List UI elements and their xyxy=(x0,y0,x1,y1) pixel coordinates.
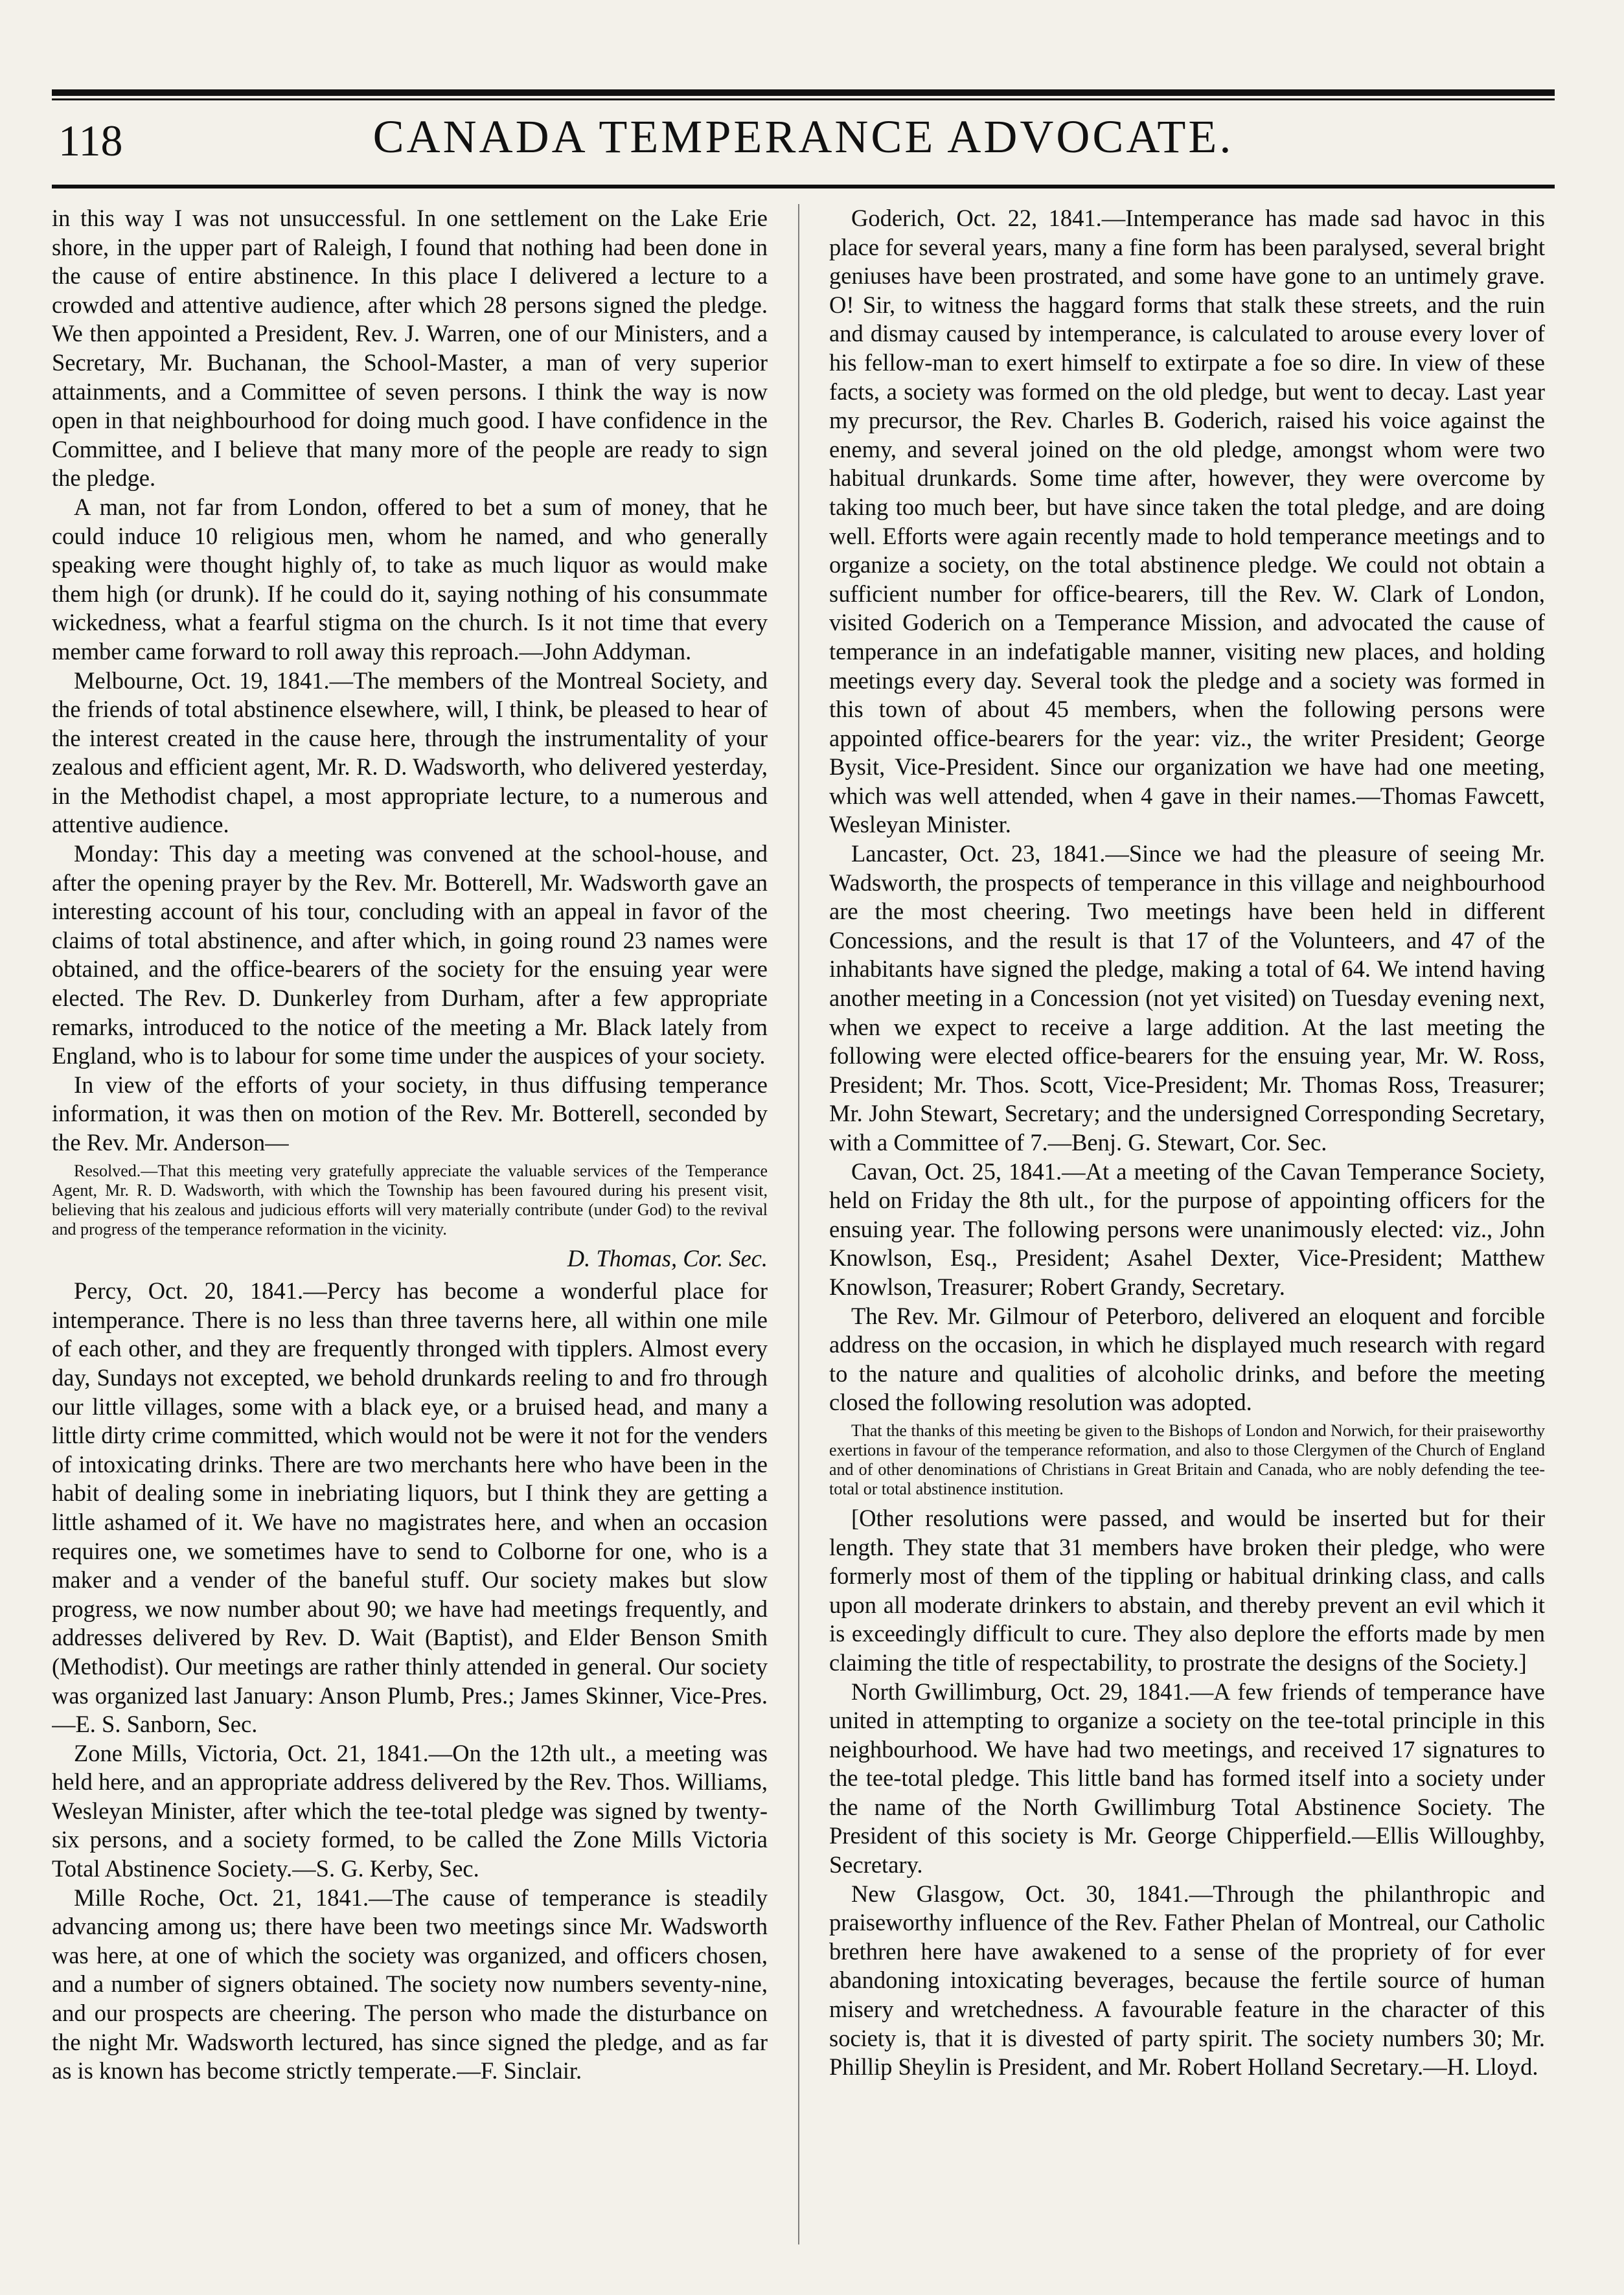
article-melbourne-motion: In view of the efforts of your society, in thus diffusing temperance information, it was then on motion of the Rev. Mr. Botterell, seconded by the Rev. Mr. Anderson— xyxy=(52,1071,768,1156)
right-column xyxy=(829,204,1545,2244)
article-cavan-other: [Other resolutions were passed, and would be inserted but for their length. They state that 31 members have broken their pledge, who were formerly most of them of the tippling or habitual drinking class, and calls upon all moderate drinkers to abstain, and thereby prevent an evil which it is exceedingly difficult to cure. They also deplore the efforts made by men claiming the title of respectability, to prostrate the designs of the Society.] xyxy=(829,1504,1545,1676)
article-new-glasgow: New Glasgow, Oct. 30, 1841.—Through the philanthropic and praiseworthy influence of the Rev. Father Phelan of Montreal, our Catholic brethren here have awakened to a sense of the propriety of for ever abandoning intoxicating beverages, because the fertile source of human misery and wretchedness. A favourable feature in the character of this society is, that it is divested of party spirit. The society numbers 30; Mr. Phillip Sheylin is President, and Mr. Robert Holland Secretary.—H. Lloyd. xyxy=(829,1880,1545,2081)
left-column xyxy=(52,204,768,2244)
page-header xyxy=(52,110,1555,181)
article-north-gwillimburg: North Gwillimburg, Oct. 29, 1841.—A few friends of temperance have united in attempting to organize a society on the tee-total principle in this neighbourhood. We have had two meetings, and received 17 signatures to the tee-total pledge. This little band has formed itself into a society under the name of the North Gwillimburg Total Abstinence Society. The President of this society is Mr. George Chipperfield.—Ellis Willoughby, Secretary. xyxy=(829,1678,1545,1878)
article-goderich: Goderich, Oct. 22, 1841.—Intemperance has made sad havoc in this place for several years, many a fine form has been paralysed, several bright geniuses have been prostrated, and some have gone to an untimely grave. O! Sir, to witness the haggard forms that stalk these streets, and the ruin and dismay caused by intemperance, is calculated to arouse every lover of his fellow-man to exert himself to extirpate a foe so dire. In view of these facts, a society was formed on the old pledge, but went to decay. Last year my precursor, the Rev. Charles B. Goderich, raised his voice against the enemy, and several joined on the old pledge, amongst whom were two habitual drunkards. Some time after, however, they were overcome by taking too much beer, but have since taken the total pledge, and are doing well. Efforts were again recently made to hold temperance meetings and to organize a society, on the total abstinence pledge. We could not obtain a sufficient number for office-bearers, till the Rev. W. Clark of London, visited Goderich on a Temperance Mission, and advocated the cause of temperance in an indefatigable manner, visiting new places, and holding meetings every day. Several took the pledge and a society was formed in this town of about 45 members, when the following persons were appointed office-bearers for the year: viz., the writer President; George Bysit, Vice-President. Since our organization we have had one meeting, which was well attended, when 4 gave in their names.—Thomas Fawcett, Wesleyan Minister. xyxy=(829,205,1545,838)
article-melbourne: Melbourne, Oct. 19, 1841.—The members of the Montreal Society, and the friends of total abstinence elsewhere, will, I think, be pleased to hear of the interest created in the cause here, through the instrumentality of your zealous and efficient agent, Mr. R. D. Wadsworth, who delivered yesterday, in the Methodist chapel, a most appropriate lecture, to a numerous and attentive audience. xyxy=(52,667,768,838)
column-divider xyxy=(798,204,799,2244)
resolution-melbourne: Resolved.—That this meeting very gratefully appreciate the valuable services of the Temperance Agent, Mr. R. D. Wadsworth, with which the Township has been favoured during his present visit, believing that his zealous and judicious efforts will very materially contribute (under God) to the revival and progress of the temperance reformation in the vicinity. xyxy=(52,1161,768,1239)
newspaper-page xyxy=(52,45,1555,2261)
article-percy: Percy, Oct. 20, 1841.—Percy has become a wonderful place for intemperance. There is no less than three taverns here, all within one mile of each other, and they are frequently thronged with tipplers. Almost every day, Sundays not excepted, we behold drunkards reeling to and fro through our little villages, some with a black eye, or a bruised head, and many a little dirty crime committed, which would not be were it not for the venders of intoxicating drinks. There are two merchants here who have been in the habit of dealing some in inebriating liquors, but I think they are getting a little ashamed of it. We have no magistrates here, and when an occasion requires one, we sometimes have to send to Colborne for one, who is a maker and a vender of the baneful stuff. Our society makes but slow progress, we now number about 90; we have had meetings frequently, and addresses delivered by Rev. D. Wait (Baptist), and Elder Benson Smith (Methodist). Our meetings are rather thinly attended in general. Our society was organized last January: Anson Plumb, Pres.; James Skinner, Vice-Pres.—E. S. Sanborn, Sec. xyxy=(52,1277,768,1738)
article-melbourne-monday: Monday: This day a meeting was convened at the school-house, and after the opening prayer by the Rev. Mr. Botterell, Mr. Wadsworth gave an interesting account of his tour, concluding with an appeal in favor of the claims of total abstinence, and after which, in going round 23 names were obtained, and the office-bearers of the society for the ensuing year were elected. The Rev. D. Dunkerley from Durham, after a few appropriate remarks, introduced to the notice of the meeting a Mr. Black lately from England, who is to labour for some time under the auspices of your society. xyxy=(52,840,768,1069)
article-zone-mills: Zone Mills, Victoria, Oct. 21, 1841.—On the 12th ult., a meeting was held here, and an appropriate address delivered by the Rev. Thos. Williams, Wesleyan Minister, after which the tee-total pledge was signed by twenty-six persons, and a society formed, to be called the Zone Mills Victoria Total Abstinence Society.—S. G. Kerby, Sec. xyxy=(52,1739,768,1882)
page-number: 118 xyxy=(58,116,123,165)
resolution-cavan: That the thanks of this meeting be given to the Bishops of London and Norwich, for their praiseworthy exertions in favour of the temperance reformation, and also to those Clergymen of the Church of England and of other denominations of Christians in Great Britain and Canada, who are nobly defending the tee-total or total abstinence institution. xyxy=(829,1421,1545,1498)
signature-thomas: D. Thomas, Cor. Sec. xyxy=(567,1244,768,1272)
article-lancaster: Lancaster, Oct. 23, 1841.—Since we had the pleasure of seeing Mr. Wadsworth, the prospects of temperance in this village and neighbourhood are the most cheering. Two meetings have been held in different Concessions, and the result is that 17 of the Volunteers, and 47 of the inhabitants have signed the pledge, making a total of 64. We intend having another meeting in a Concession (not yet visited) on Tuesday evening next, when we expect to receive a large addition. At the last meeting the following were elected office-bearers for the ensuing year, Mr. W. Ross, President; Mr. Thos. Scott, Vice-President; Mr. Thomas Ross, Treasurer; Mr. John Stewart, Secretary; and the undersigned Corresponding Secretary, with a Committee of 7.—Benj. G. Stewart, Cor. Sec. xyxy=(829,840,1545,1156)
top-rule-thin xyxy=(52,98,1555,100)
header-rule xyxy=(52,185,1555,188)
article-mille-roche: Mille Roche, Oct. 21, 1841.—The cause of temperance is steadily advancing among us; there have been two meetings since Mr. Wadsworth was here, at one of which the society was organized, and officers chosen, and a number of signers obtained. The society now numbers seventy-nine, and our prospects are cheering. The person who made the disturbance on the night Mr. Wadsworth lectured, has since signed the pledge, and as far as is known has become strictly temperate.—F. Sinclair. xyxy=(52,1884,768,2084)
article-london-bet: A man, not far from London, offered to bet a sum of money, that he could induce 10 religious men, whom he named, and who generally speaking were thought highly of, to take as much liquor as would make them high (or drunk). If he could do it, saying nothing of his consummate wickedness, what a fearful stigma on the church. Is it not time that every member came forward to roll away this reproach.—John Addyman. xyxy=(52,493,768,665)
article-cavan-address: The Rev. Mr. Gilmour of Peterboro, delivered an eloquent and forcible address on the occasion, in which he displayed much research with regard to the nature and qualities of alcoholic drinks, and before the meeting closed the following resolution was adopted. xyxy=(829,1302,1545,1416)
article-cavan: Cavan, Oct. 25, 1841.—At a meeting of the Cavan Temperance Society, held on Friday the 8th ult., for the purpose of appointing officers for the ensuing year. The following persons were unanimously elected: viz., John Knowlson, Esq., President; Asahel Dexter, Vice-President; Matthew Knowlson, Treasurer; Robert Grandy, Secretary. xyxy=(829,1158,1545,1300)
article-raleigh: in this way I was not unsuccessful. In one settlement on the Lake Erie shore, in the upper part of Raleigh, I found that nothing had been done in the cause of entire abstinence. In this place I delivered a lecture to a crowded and attentive audience, after which 28 persons signed the pledge. We then appointed a President, Rev. J. Warren, one of our Ministers, and a Secretary, Mr. Buchanan, the School-Master, a man of very superior attainments, and a Committee of seven persons. I think the way is now open in that neighbourhood for doing much good. I have confidence in the Committee, and I believe that many more of the people are ready to sign the pledge. xyxy=(52,205,768,492)
top-rule xyxy=(52,89,1555,96)
page-title: CANADA TEMPERANCE ADVOCATE. xyxy=(372,111,1234,163)
